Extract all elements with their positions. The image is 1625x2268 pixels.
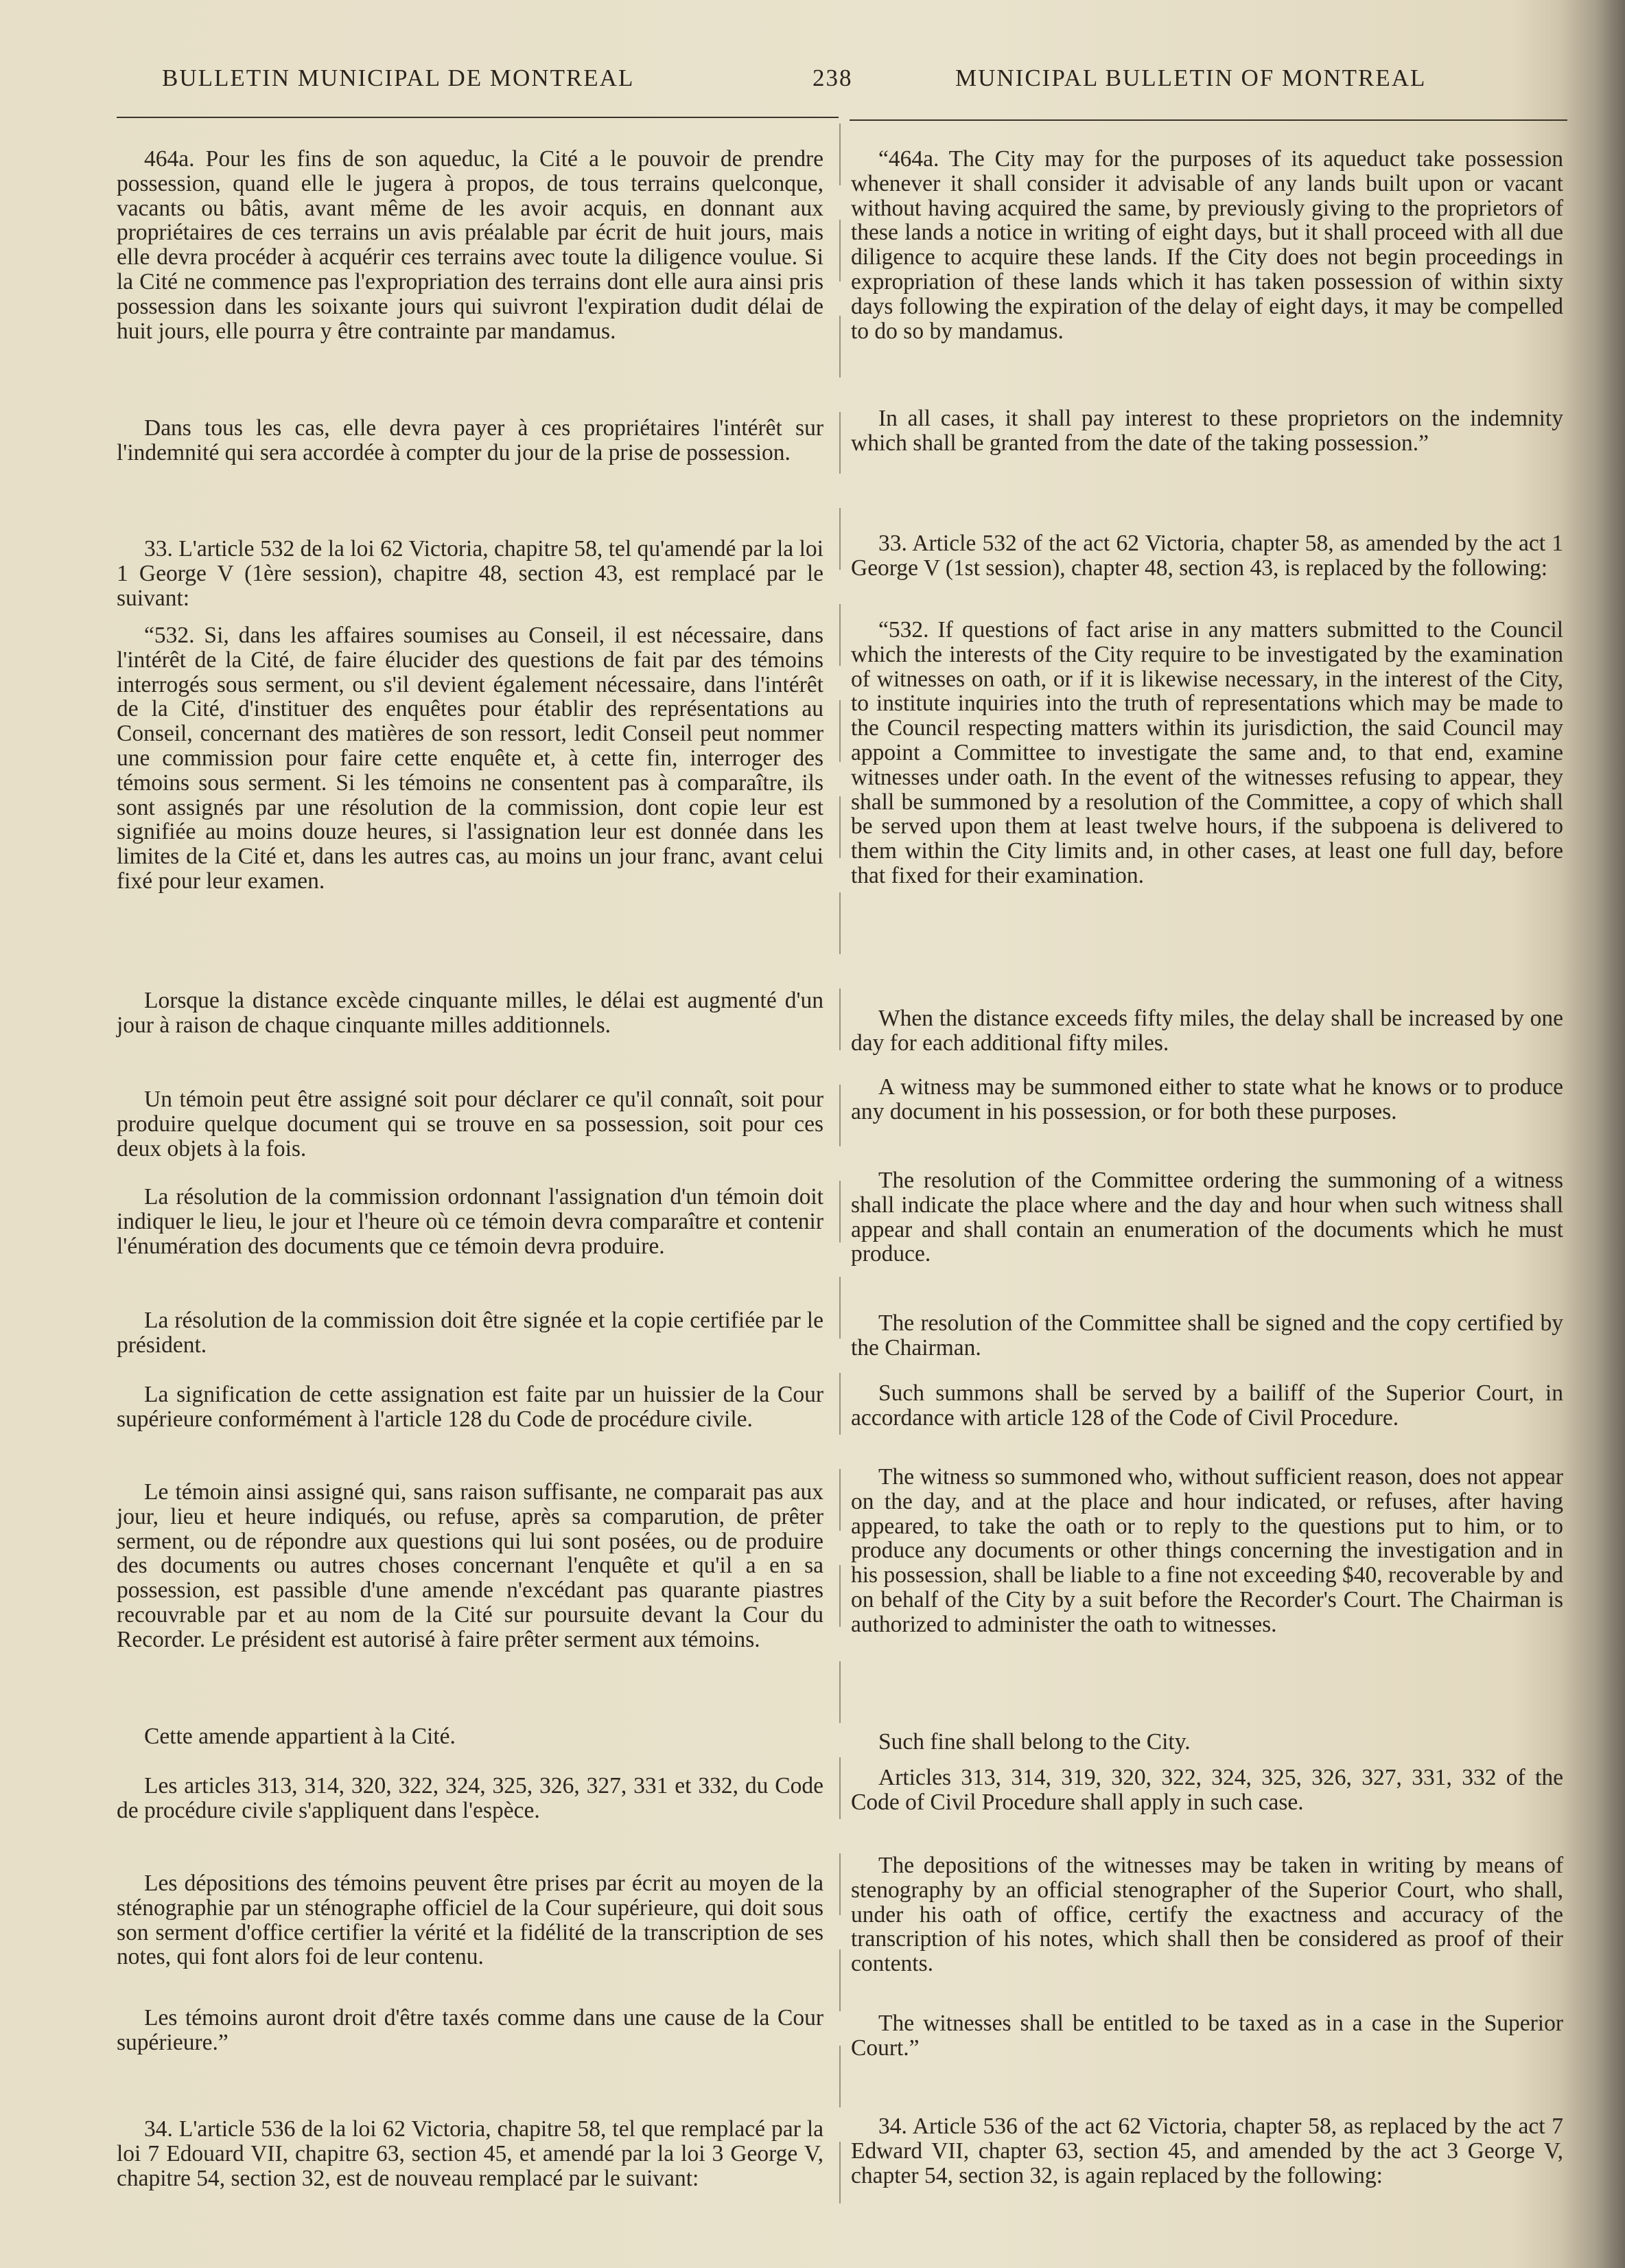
fr-witness-assignment — [117, 1087, 823, 1161]
en-paragraph: The depositions of the witnesses may be taken in writing by means of stenography by an official stenographer of the Superior Court, who shall, under his oath of office, certify the exactness and accuracy of the transcription of his notes, which shall then be considered as proof of their contents. — [851, 1853, 1563, 1977]
en-resolution-signature — [851, 1311, 1563, 1361]
fr-paragraph: Les dépositions des témoins peuvent être prises par écrit au moyen de la sténographie par un sténographe officiel de la Cour supérieure, qui doit sous son serment d'office certifier la vérité et la fidélité de la transcription de ses notes, qui font alors foi de leur contenu. — [117, 1871, 823, 1970]
fr-witness-fine — [117, 1480, 823, 1652]
en-articles-apply — [851, 1766, 1563, 1815]
en-paragraph: The resolution of the Committee shall be signed and the copy certified by the Chairman. — [851, 1310, 1563, 1361]
en-paragraph: The witness so summoned who, without sufficient reason, does not appear on the day, and at the place and hour indicated, or refuses, after having appeared, to take the oath or to reply to the questions put to him, or to produce any documents or other things concerning the investigation and in his possession, shall be liable to a fine not exceeding $40, recoverable by and on behalf of the City by a suit before the Recorder's Court. The Chairman is authorized to administer the oath to witnesses. — [851, 1464, 1563, 1637]
en-distance-delay — [851, 1006, 1563, 1056]
en-paragraph: In all cases, it shall pay interest to these proprietors on the indemnity which shall be granted from the date of the taking possession.” — [851, 406, 1563, 456]
en-paragraph: Such summons shall be served by a bailiff of the Superior Court, in accordance with article 128 of the Code of Civil Procedure. — [851, 1380, 1563, 1431]
fr-paragraph: La résolution de la commission doit être signée et la copie certifiée par le président. — [117, 1308, 823, 1358]
fr-paragraph: Les témoins auront droit d'être taxés comme dans une cause de la Cour supérieure.” — [117, 2005, 823, 2055]
fr-section-33 — [117, 537, 823, 610]
en-paragraph: The resolution of the Committee ordering the summoning of a witness shall indicate the place where and the day and hour when such witness shall appear and shall contain an enumeration of the documents which he must produce. — [851, 1168, 1563, 1267]
en-paragraph: When the distance exceeds fifty miles, the delay shall be increased by one day for each additional fifty miles. — [851, 1006, 1563, 1056]
en-paragraph: Articles 313, 314, 319, 320, 322, 324, 325, 326, 327, 331, 332 of the Code of Civil Procedure shall apply in such case. — [851, 1765, 1563, 1815]
en-paragraph: “464a. The City may for the purposes of its aqueduct take possession whenever it shall consider it advisable of any lands built upon or vacant without having acquired the same, by previously giving to the proprietors of these lands a notice in writing of eight days, but it shall proceed with all due diligence to acquire these lands. If the City does not begin proceedings in expropriation of these lands which it has taken possession of within sixty days following the expiration of the delay of eight days, it may be compelled to do so by mandamus. — [851, 146, 1563, 344]
en-witness-taxation — [851, 2011, 1563, 2061]
en-section-33 — [851, 531, 1563, 581]
en-article-464a — [851, 147, 1563, 343]
en-paragraph: 33. Article 532 of the act 62 Victoria, chapter 58, as amended by the act 1 George V (1st session), chapter 48, section 43, is replaced by the following: — [851, 531, 1563, 581]
fr-paragraph: 34. L'article 536 de la loi 62 Victoria, chapitre 58, tel que remplacé par la loi 7 Edouard VII, chapitre 63, section 45, et amendé par la loi 3 George V, chapitre 54, section 32, est de nouveau remplacé par le suivant: — [117, 2116, 823, 2191]
fr-resolution-signature — [117, 1308, 823, 1358]
fr-section-34 — [117, 2117, 823, 2190]
fr-articles-apply — [117, 1774, 823, 1823]
fr-paragraph: Un témoin peut être assigné soit pour déclarer ce qu'il connaît, soit pour produire quelque document qui se trouve en sa possession, soit pour ces deux objets à la fois. — [117, 1087, 823, 1161]
header-left-title: BULLETIN MUNICIPAL DE MONTREAL — [162, 65, 635, 91]
header-rule-left — [117, 117, 839, 118]
fr-article-464a — [117, 147, 823, 343]
fr-article-464a-interest — [117, 416, 823, 465]
fr-service-bailiff — [117, 1382, 823, 1432]
header-rule-right — [850, 119, 1567, 121]
fr-paragraph: 33. L'article 532 de la loi 62 Victoria, chapitre 58, tel qu'amendé par la loi 1 George V (1ère session), chapitre 48, section 43, est remplacé par le suivant: — [117, 536, 823, 611]
fr-witness-taxation — [117, 2006, 823, 2055]
fr-paragraph: Lorsque la distance excède cinquante milles, le délai est augmenté d'un jour à raison de chaque cinquante milles additionnels. — [117, 988, 823, 1038]
en-fine-belongs — [851, 1730, 1563, 1755]
fr-paragraph: “532. Si, dans les affaires soumises au Conseil, il est nécessaire, dans l'intérêt de la Cité, de faire élucider des questions de fait par des témoins interrogés sous serment, ou s'il devient également nécessaire, dans l'intérêt de la Cité, d'instituer des enquêtes pour établir des représentations au Conseil, concernant des matières de son ressort, ledit Conseil peut nommer une commission pour faire cette enquête et, à cette fin, interroger des témoins sous serment. Si les témoins ne consentent pas à comparaître, ils sont assignés par une résolution de la commission, dont copie leur est signifiée au moins douze heures, si l'assignation leur est donnée dans les limites de la Cité et, dans les autres cas, au moins un jour franc, avant celui fixé pour leur examen. — [117, 623, 823, 894]
fr-distance-delay — [117, 988, 823, 1038]
fr-article-532 — [117, 623, 823, 894]
page-number: 238 — [812, 65, 853, 91]
en-section-34 — [851, 2114, 1563, 2188]
en-article-532 — [851, 618, 1563, 888]
fr-paragraph: Dans tous les cas, elle devra payer à ces propriétaires l'intérêt sur l'indemnité qui sera accordée à compter du jour de la prise de possession. — [117, 415, 823, 465]
fr-fine-belongs — [117, 1724, 823, 1749]
en-paragraph: A witness may be summoned either to state what he knows or to produce any document in his possession, or for both these purposes. — [851, 1074, 1563, 1124]
en-witness-fine — [851, 1465, 1563, 1637]
en-article-464a-interest — [851, 406, 1563, 456]
fr-depositions — [117, 1871, 823, 1969]
header-right-title: MUNICIPAL BULLETIN OF MONTREAL — [955, 65, 1427, 91]
en-paragraph: The witnesses shall be entitled to be taxed as in a case in the Superior Court.” — [851, 2011, 1563, 2061]
en-witness-summoning — [851, 1075, 1563, 1124]
en-resolution-contents — [851, 1168, 1563, 1266]
en-depositions — [851, 1853, 1563, 1976]
fr-paragraph: 464a. Pour les fins de son aqueduc, la Cité a le pouvoir de prendre possession, quand elle le jugera à propos, de tous terrains quelconque, vacants ou bâtis, avant même de les avoir acquis, en donnant aux propriétaires de ces terrains un avis préalable par écrit de huit jours, mais elle devra procéder à acquérir ces terrains avec toute la diligence voulue. Si la Cité ne commence pas l'expropriation des terrains dont elle aura ainsi pris possession dans les soixante jours qui suivront l'expiration dudit délai de huit jours, elle pourra y être contrainte par mandamus. — [117, 146, 823, 344]
fr-resolution-contents — [117, 1185, 823, 1258]
fr-paragraph: La signification de cette assignation est faite par un huissier de la Cour supérieure conformément à l'article 128 du Code de procédure civile. — [117, 1382, 823, 1432]
en-service-bailiff — [851, 1381, 1563, 1431]
fr-paragraph: Cette amende appartient à la Cité. — [144, 1724, 456, 1749]
en-paragraph: Such fine shall belong to the City. — [878, 1729, 1191, 1755]
column-divider — [839, 124, 841, 2231]
fr-paragraph: La résolution de la commission ordonnant l'assignation d'un témoin doit indiquer le lieu, le jour et l'heure où ce témoin devra comparaître et contenir l'énumération des documents que ce témoin devra produire. — [117, 1184, 823, 1259]
fr-paragraph: Les articles 313, 314, 320, 322, 324, 325, 326, 327, 331 et 332, du Code de procédure civile s'appliquent dans l'espèce. — [117, 1773, 823, 1823]
en-paragraph: “532. If questions of fact arise in any matters submitted to the Council which the interests of the City require to be investigated by the examination of witnesses on oath, or if it is likewise necessary, in the interest of the City, to institute inquiries into the truth of representations which may be made to the Council respecting matters within its jurisdiction, the said Council may appoint a Committee to investigate the same and, to that end, examine witnesses under oath. In the event of the witnesses refusing to appear, they shall be summoned by a resolution of the Committee, a copy of which shall be served upon them at least twelve hours, if the subpoena is delivered to them within the City limits and, in other cases, at least one full day, before that fixed for their examination. — [851, 617, 1563, 888]
fr-paragraph: Le témoin ainsi assigné qui, sans raison suffisante, ne comparait pas aux jour, lieu et heure indiqués, ou refuse, après sa comparution, de prêter serment, ou de répondre aux questions qui lui sont posées, ou de produire des documents ou autres choses concernant l'enquête et qu'il a en sa possession, est passible d'une amende n'excédant pas quarante piastres recouvrable par et au nom de la Cité sur poursuite devant la Cour du Recorder. Le président est autorisé à faire prêter serment aux témoins. — [117, 1479, 823, 1652]
en-paragraph: 34. Article 536 of the act 62 Victoria, chapter 58, as replaced by the act 7 Edward VII, chapter 63, section 45, and amended by the act 3 George V, chapter 54, section 32, is again replaced by the following: — [851, 2114, 1563, 2188]
